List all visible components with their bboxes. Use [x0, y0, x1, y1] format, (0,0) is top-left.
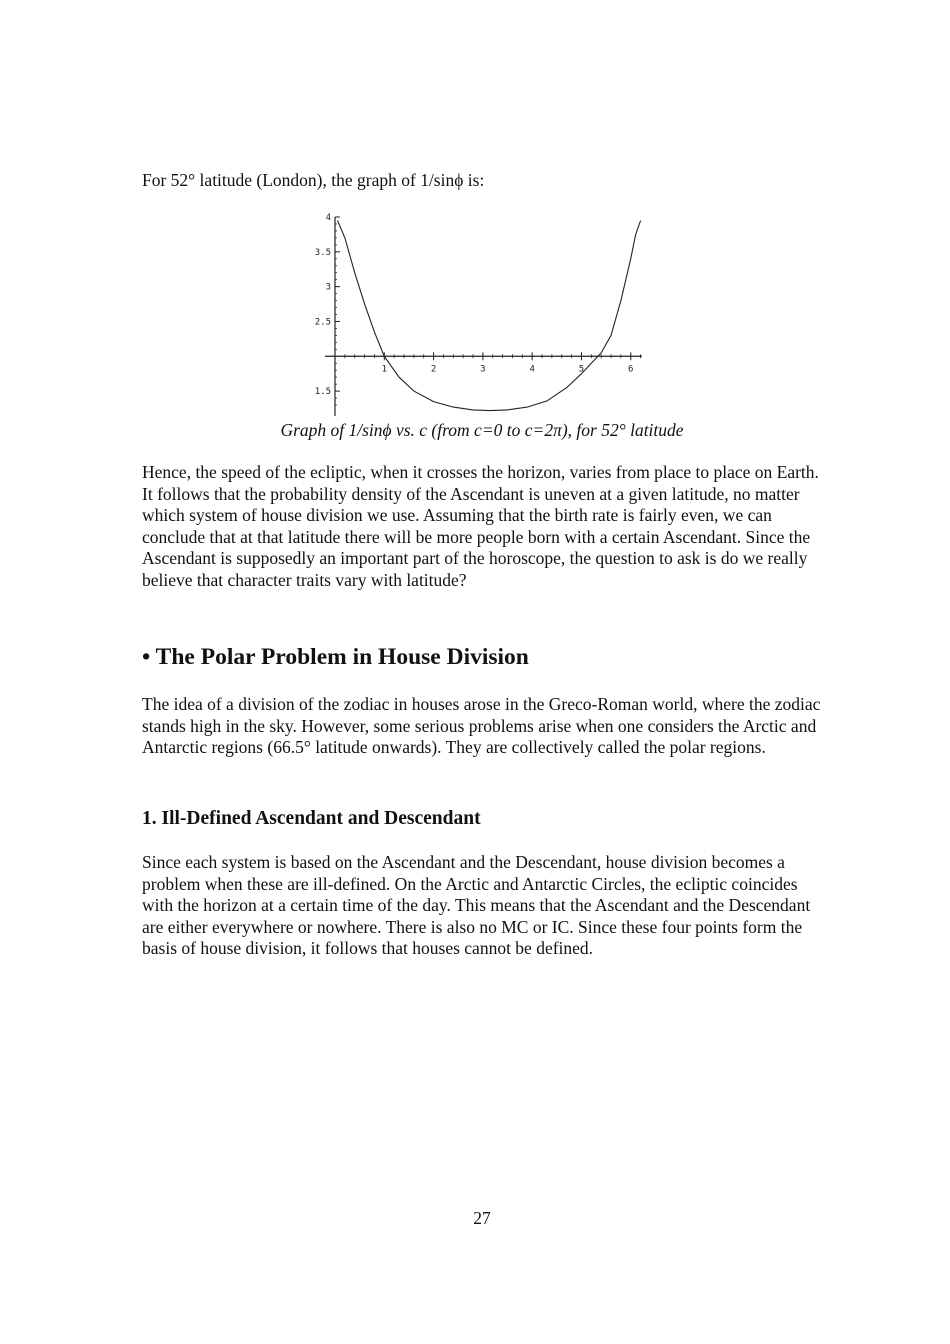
graph-figure — [302, 212, 642, 422]
intro-text: For 52° latitude (London), the graph of 1/sinϕ is: — [142, 170, 485, 190]
page-number: 27 — [473, 1208, 491, 1228]
x-tick-label: 1 — [381, 364, 388, 375]
y-tick-label: 1.5 — [314, 387, 331, 398]
section-heading: • The Polar Problem in House Division — [142, 644, 529, 670]
y-tick-label: 3 — [325, 282, 331, 293]
body-paragraph-2: The idea of a division of the zodiac in houses arose in the Greco-Roman world, where the zodiac stands high in the sky. However, some serious problems arise when one considers the Arctic and Antarctic regions (66.5° latitude onwards). They are collectively called the polar regions. — [142, 694, 821, 758]
y-tick-label: 3.5 — [314, 247, 331, 258]
y-tick-label: 2.5 — [314, 317, 331, 328]
body-paragraph-3: Since each system is based on the Ascendant and the Descendant, house division becomes a problem when these are ill-defined. On the Arctic and Antarctic Circles, the ecliptic coincides with the horizon at a certain time of the day. This means that the Ascendant and the Descendant are either everywhere or nowhere. There is also no MC or IC. Since these four points form the basis of house division, it follows that houses cannot be defined. — [142, 852, 811, 959]
figure-caption: Graph of 1/sinϕ vs. c (from c=0 to c=2π), for 52° latitude — [280, 420, 684, 440]
y-tick-label: 4 — [325, 213, 331, 223]
x-tick-label: 5 — [578, 364, 585, 375]
x-tick-label: 6 — [628, 364, 634, 375]
x-tick-label: 4 — [529, 364, 535, 375]
x-tick-label: 3 — [480, 364, 486, 375]
sub-heading: 1. Ill-Defined Ascendant and Descendant — [142, 808, 481, 829]
x-tick-label: 2 — [430, 364, 437, 375]
body-paragraph-1: Hence, the speed of the ecliptic, when it crosses the horizon, varies from place to place on Earth. It follows that the probability density of the Ascendant is uneven at a given latitude, no matter which system of house division we use. Assuming that the birth rate is fairly even, we can conclude that at that latitude there will be more people born with a certain Ascendant. Since the Ascendant is supposedly an important part of the horoscope, the question to ask is do we really believe that character traits vary with latitude? — [142, 462, 819, 590]
series-line — [338, 221, 641, 411]
